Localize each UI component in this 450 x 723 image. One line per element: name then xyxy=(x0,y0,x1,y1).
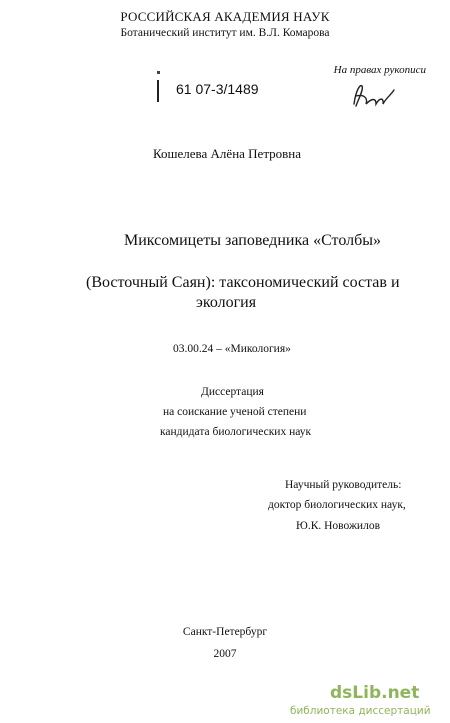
dissertation-degree: кандидата биологических наук xyxy=(160,426,312,438)
title-line-1: Миксомицеты заповедника «Столбы» xyxy=(124,232,381,249)
supervisor-label: Научный руководитель: xyxy=(285,479,402,491)
handwritten-signature xyxy=(350,80,398,110)
specialty-code: 03.00.24 – «Микология» xyxy=(173,343,291,355)
dissertation-type: Диссертация xyxy=(201,386,264,398)
supervisor-name: Ю.К. Новожилов xyxy=(296,520,381,532)
manuscript-note: На правах рукописи xyxy=(333,64,426,76)
title-line-2: (Восточный Саян): таксономический состав и xyxy=(86,274,400,291)
watermark-tagline: библиотека диссертаций xyxy=(290,705,431,717)
institute-name: Ботанический институт им. В.Л. Комарова xyxy=(120,27,330,39)
supervisor-rank: доктор биологических наук, xyxy=(268,499,406,511)
dissertation-purpose: на соискание ученой степени xyxy=(163,406,307,418)
organization-header: РОССИЙСКАЯ АКАДЕМИЯ НАУК xyxy=(120,9,330,24)
publication-year: 2007 xyxy=(213,648,237,660)
ink-mark xyxy=(157,80,159,102)
ink-mark xyxy=(157,71,160,74)
publication-place: Санкт-Петербург xyxy=(182,626,268,638)
catalog-code: 61 07-3/1489 xyxy=(176,81,259,97)
author-name: Кошелева Алёна Петровна xyxy=(153,146,302,161)
watermark-logo: dsLib.net xyxy=(330,683,420,703)
title-line-3: экология xyxy=(196,294,257,311)
